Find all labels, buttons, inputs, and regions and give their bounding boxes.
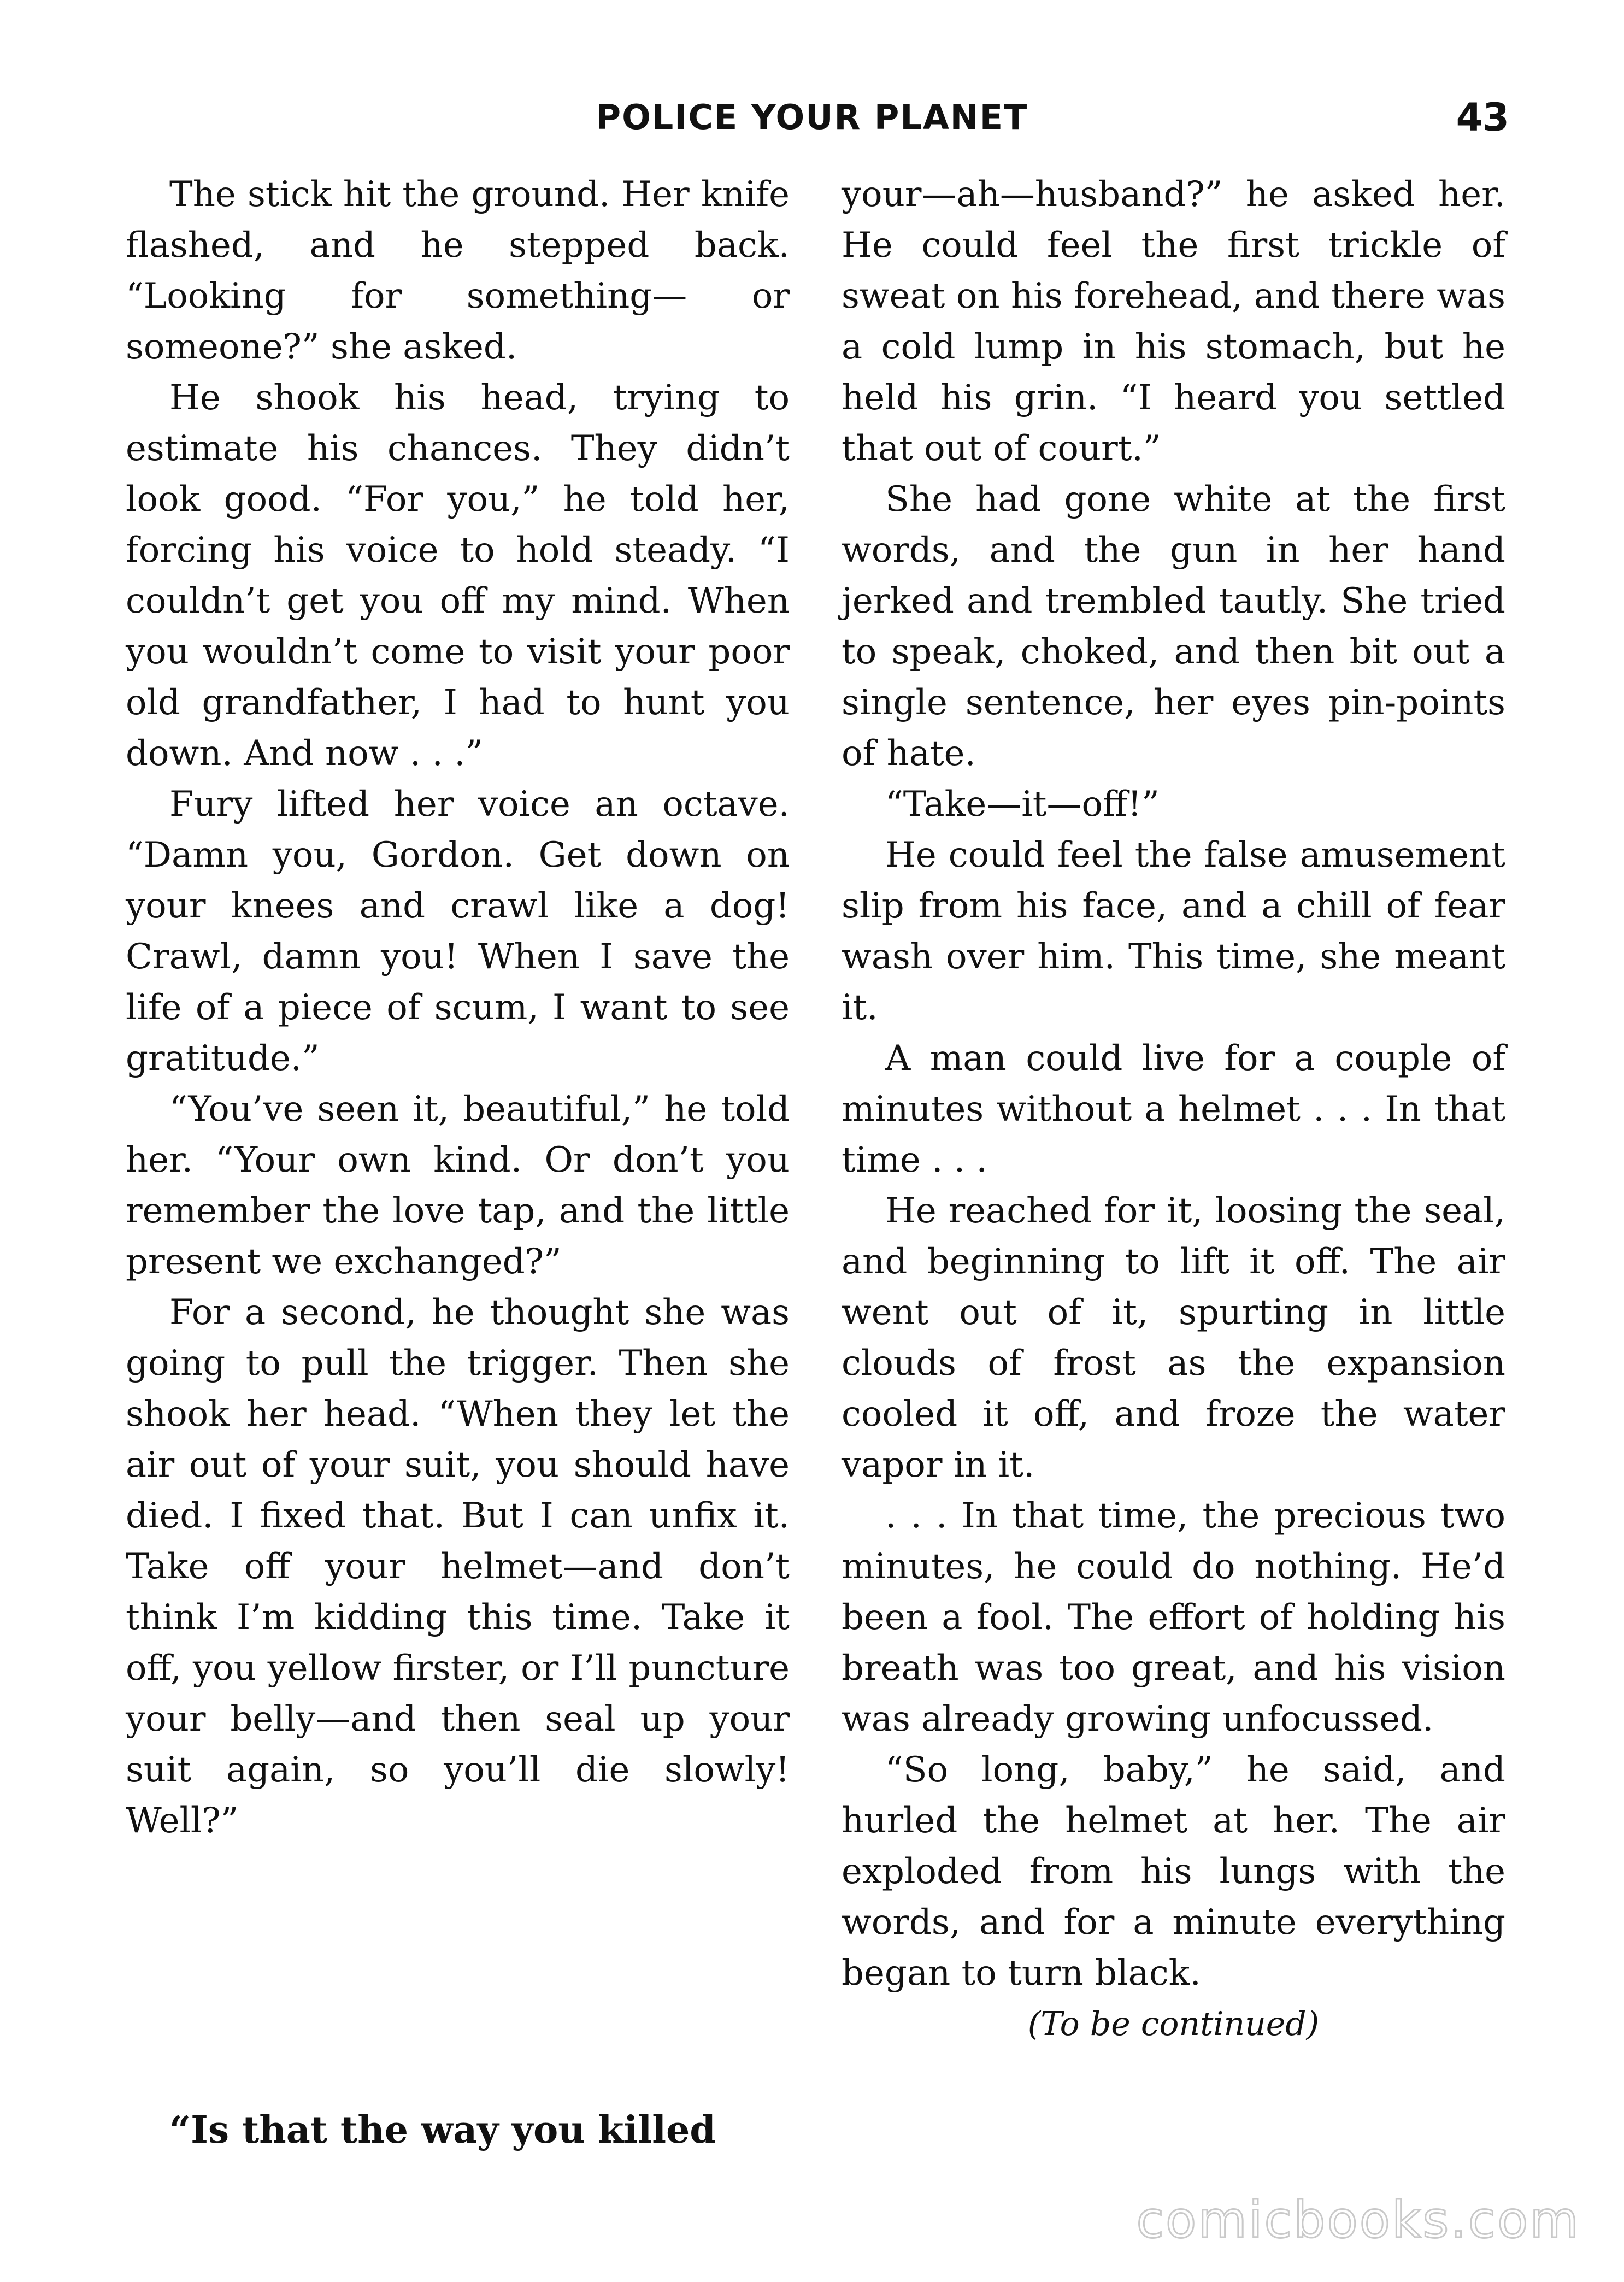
left-column-tail: “Is that the way you killed bbox=[169, 2108, 716, 2152]
paragraph: “You’ve seen it, beautiful,” he told her. “Your own kind. Or don’t you remember the love tap, and the little present we exchanged?” bbox=[126, 1089, 790, 1282]
paragraph: . . . In that time, the precious two minutes, he could do nothing. He’d been a fool. The effort of holding his breath was too great, and his vision was already growing unfocussed. bbox=[842, 1496, 1505, 1739]
paragraph: She had gone white at the first words, and the gun in her hand jerked and trembled tautly. She tried to speak, choked, and then bit out a single sentence, her eyes pin-points of hate. bbox=[842, 479, 1505, 774]
running-head bbox=[0, 97, 1624, 146]
paragraph: For a second, he thought she was going to pull the trigger. Then she shook her head. “When they let the air out of your suit, you should have died. I fixed that. But I can unfix it. Take off your helmet—and don’t think I’m kidding this time. Take it off, you yellow firster, or I’ll puncture your belly—and then seal up your suit again, so you’ll die slowly! Well?” bbox=[126, 1292, 790, 1841]
paragraph: Fury lifted her voice an octave. “Damn you, Gordon. Get down on your knees and crawl like a dog! Crawl, damn you! When I save the life of a piece of scum, I want to see gratitude.” bbox=[126, 784, 790, 1079]
watermark: comicbooks.com bbox=[1136, 2191, 1580, 2249]
page-number: 43 bbox=[1456, 95, 1509, 140]
right-column bbox=[842, 169, 1505, 2050]
running-title: POLICE YOUR PLANET bbox=[596, 97, 1028, 137]
left-column bbox=[126, 169, 790, 1846]
paragraph: He reached for it, loosing the seal, and beginning to lift it off. The air went out of it, spurting in little clouds of frost as the expansion cooled it off, and froze the water vapor in it. bbox=[842, 1191, 1505, 1485]
paragraph-continuation: your—ah—husband?” he asked her. He could feel the first trickle of sweat on his forehead, and there was a cold lump in his stomach, but he held his grin. “I heard you settled that out of court.” bbox=[842, 174, 1505, 469]
paragraph: A man could live for a couple of minutes without a helmet . . . In that time . . . bbox=[842, 1038, 1505, 1180]
paragraph: He shook his head, trying to estimate his chances. They didn’t look good. “For you,” he told her, forcing his voice to hold steady. “I couldn’t get you off my mind. When you wouldn’t come to visit your poor old grandfather, I had to hunt you down. And now . . .” bbox=[126, 378, 790, 774]
to-be-continued: (To be continued) bbox=[1027, 2005, 1320, 2043]
paragraph: “So long, baby,” he said, and hurled the helmet at her. The air exploded from his lungs with the words, and for a minute everything began to turn black. bbox=[842, 1750, 1505, 1993]
paragraph: “Take—it—off!” bbox=[885, 784, 1160, 825]
paragraph: He could feel the false amusement slip from his face, and a chill of fear wash over him. This time, she meant it. bbox=[842, 835, 1505, 1028]
paragraph: The stick hit the ground. Her knife flashed, and he stepped back. “Looking for something— or someone?” she asked. bbox=[126, 174, 790, 367]
